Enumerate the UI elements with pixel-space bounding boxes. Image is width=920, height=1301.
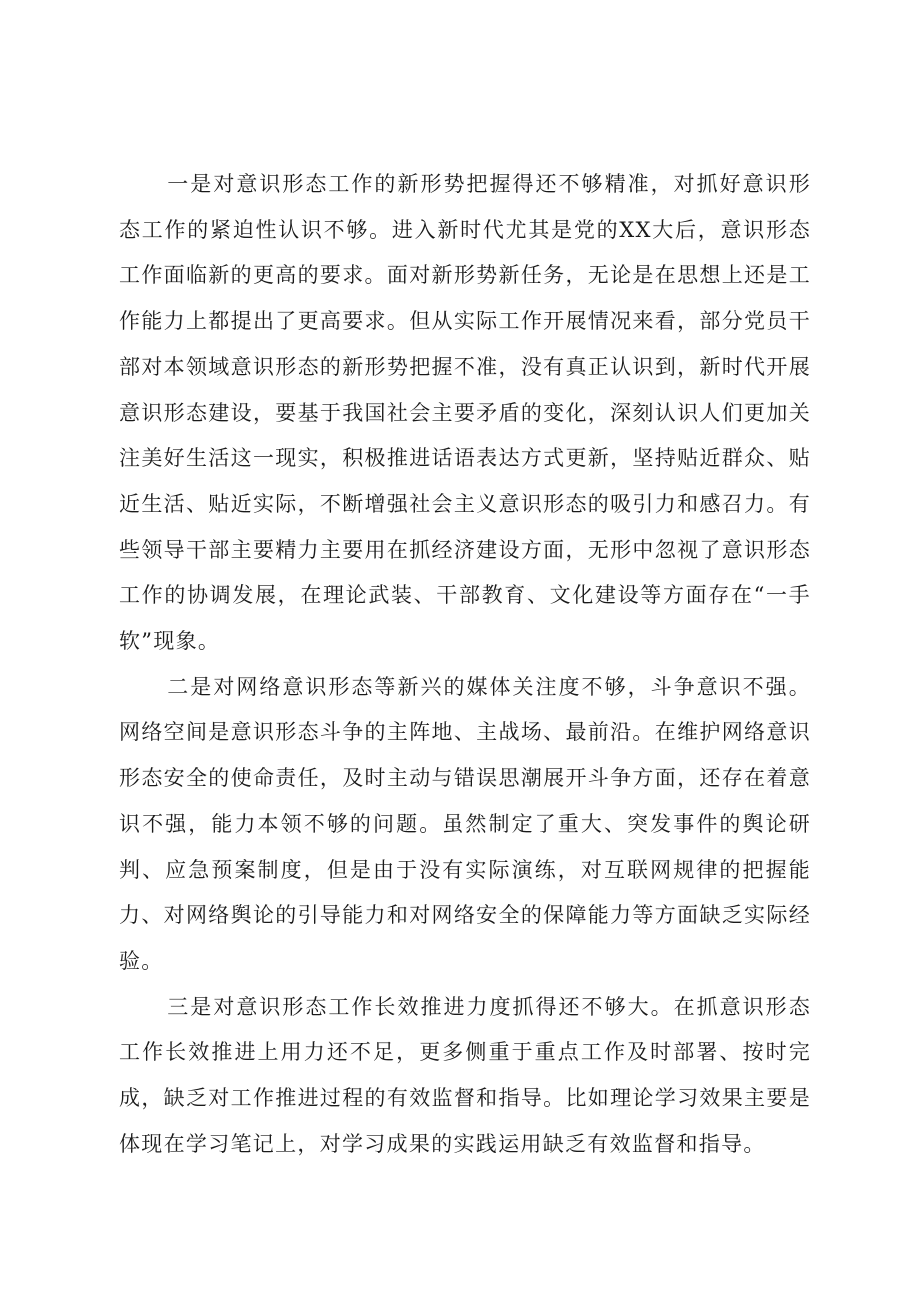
paragraph-1: 一是对意识形态工作的新形势把握得还不够精准，对抓好意识形态工作的紧迫性认识不够。进入新时代尤其是党的XX大后，意识形态工作面临新的更高的要求。面对新形势新任务，无论是在思想上还是工作能力上都提出了更高要求。但从实际工作开展情况来看，部分党员干部对本领域意识形态的新形势把握不准，没有真正认识到，新时代开展意识形态建设，要基于我国社会主要矛盾的变化，深刻认识人们更加关注美好生活这一现实，积极推进话语表达方式更新，坚持贴近群众、贴近生活、贴近实际，不断增强社会主义意识形态的吸引力和感召力。有些领导干部主要精力主要用在抓经济建设方面，无形中忽视了意识形态工作的协调发展，在理论武装、干部教育、文化建设等方面存在“一手软”现象。	[119, 172, 811, 654]
document-body	[119, 162, 811, 1167]
paragraph-2: 二是对网络意识形态等新兴的媒体关注度不够，斗争意识不强。网络空间是意识形态斗争的主阵地、主战场、最前沿。在维护网络意识形态安全的使命责任，及时主动与错误思潮展开斗争方面，还存在着意识不强，能力本领不够的问题。虽然制定了重大、突发事件的舆论研判、应急预案制度，但是由于没有实际演练，对互联网规律的把握能力、对网络舆论的引导能力和对网络安全的保障能力等方面缺乏实际经验。	[119, 674, 811, 973]
paragraph-3: 三是对意识形态工作长效推进力度抓得还不够大。在抓意识形态工作长效推进上用力还不足，更多侧重于重点工作及时部署、按时完成，缺乏对工作推进过程的有效监督和指导。比如理论学习效果主要是体现在学习笔记上，对学习成果的实践运用缺乏有效监督和指导。	[119, 994, 811, 1156]
